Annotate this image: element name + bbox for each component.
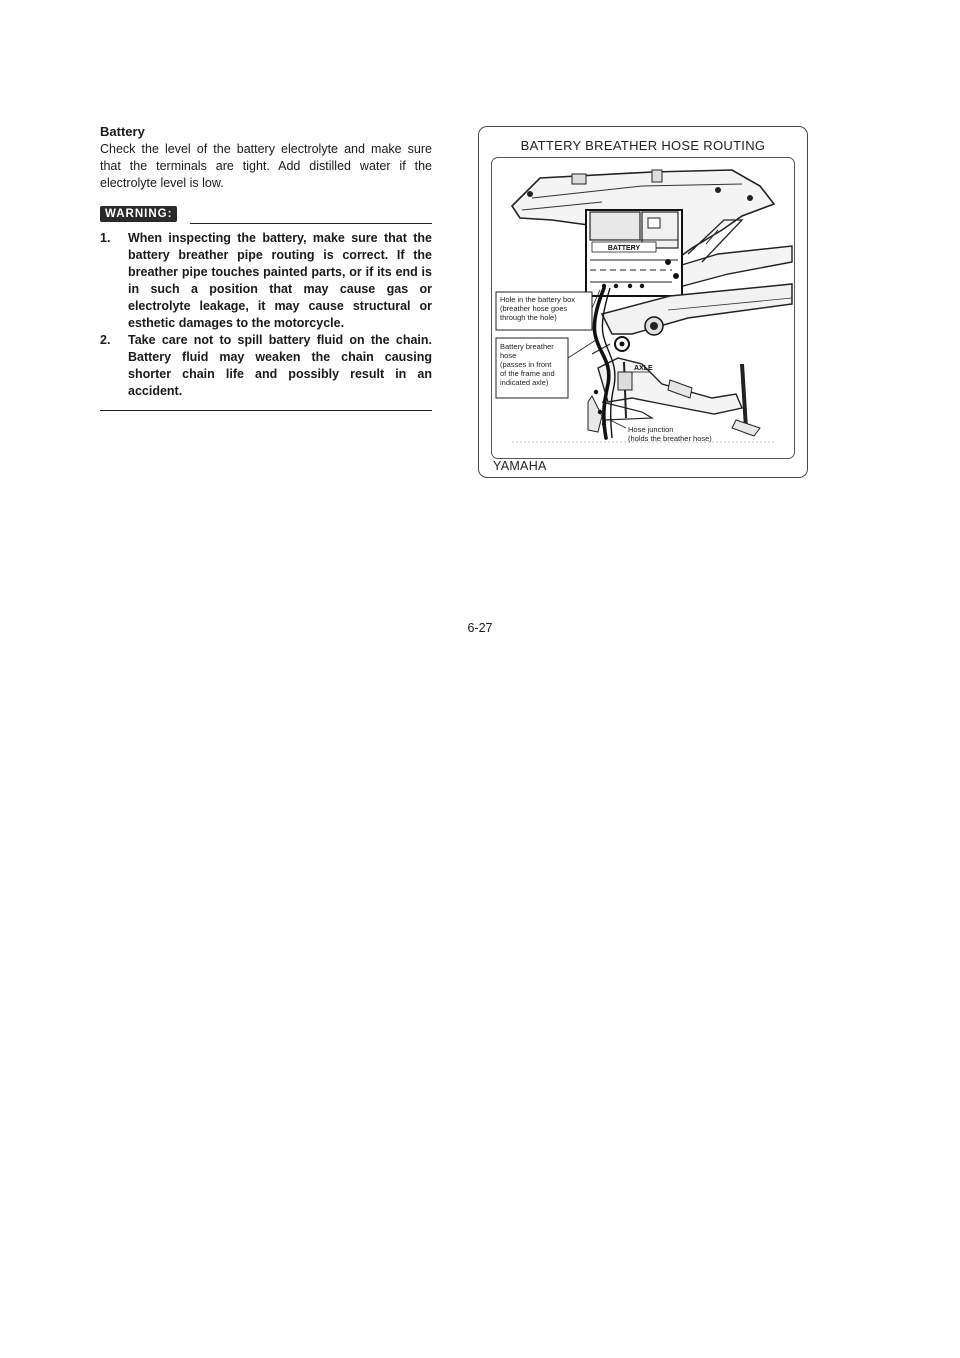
callout-hose-line: (passes in front: [500, 360, 552, 369]
figure-title: BATTERY BREATHER HOSE ROUTING: [520, 138, 766, 153]
warning-item-text: When inspecting the battery, make sure that the battery breather pipe routing is correct. If the breather pipe touches painted parts, or if its end is in such a position that may cause gas or electrolyte leakage, it may cause structural or esthetic damages to the motorcycle.: [128, 231, 432, 330]
callout-hole-line: (breather hose goes: [500, 304, 568, 313]
callout-hole-line: through the hole): [500, 313, 557, 322]
callout-hose-line: hose: [500, 351, 517, 360]
warning-item-number: 2.: [100, 333, 111, 347]
warning-header: [100, 206, 432, 226]
intro-paragraph: Check the level of the battery electrolyte and make sure that the terminals are tight. Add distilled water if the electrolyte level is low.: [100, 142, 432, 190]
text-column: [100, 124, 432, 411]
routing-figure: [478, 126, 808, 478]
callout-junction-line: (holds the breather hose): [628, 434, 712, 443]
callout-hose-line: indicated axle): [500, 378, 549, 387]
section-heading: Battery: [100, 124, 145, 139]
page-number: 6-27: [467, 621, 493, 635]
callout-hose-line: Battery breather: [500, 342, 554, 351]
warning-item-number: 1.: [100, 231, 111, 245]
figure-brand: YAMAHA: [493, 459, 547, 473]
warning-badge: WARNING:: [100, 206, 177, 222]
warning-list: [100, 230, 432, 400]
warning-item-text: Take care not to spill battery fluid on the chain. Battery fluid may weaken the chain causing shorter chain life and possibly result in an accident.: [128, 333, 432, 398]
axle-label: AXLE: [634, 365, 653, 372]
warning-top-rule: [190, 223, 432, 224]
callout-hose-line: of the frame and: [500, 369, 555, 378]
battery-label: BATTERY: [607, 245, 641, 252]
figure-illustration-frame: [491, 157, 795, 459]
warning-item: [100, 230, 432, 332]
routing-illustration: [492, 158, 795, 459]
warning-item: [100, 332, 432, 400]
warning-bottom-rule: [100, 410, 432, 411]
callout-hole-line: Hole in the battery box: [500, 295, 576, 304]
callout-junction-line: Hose junction: [628, 425, 674, 434]
